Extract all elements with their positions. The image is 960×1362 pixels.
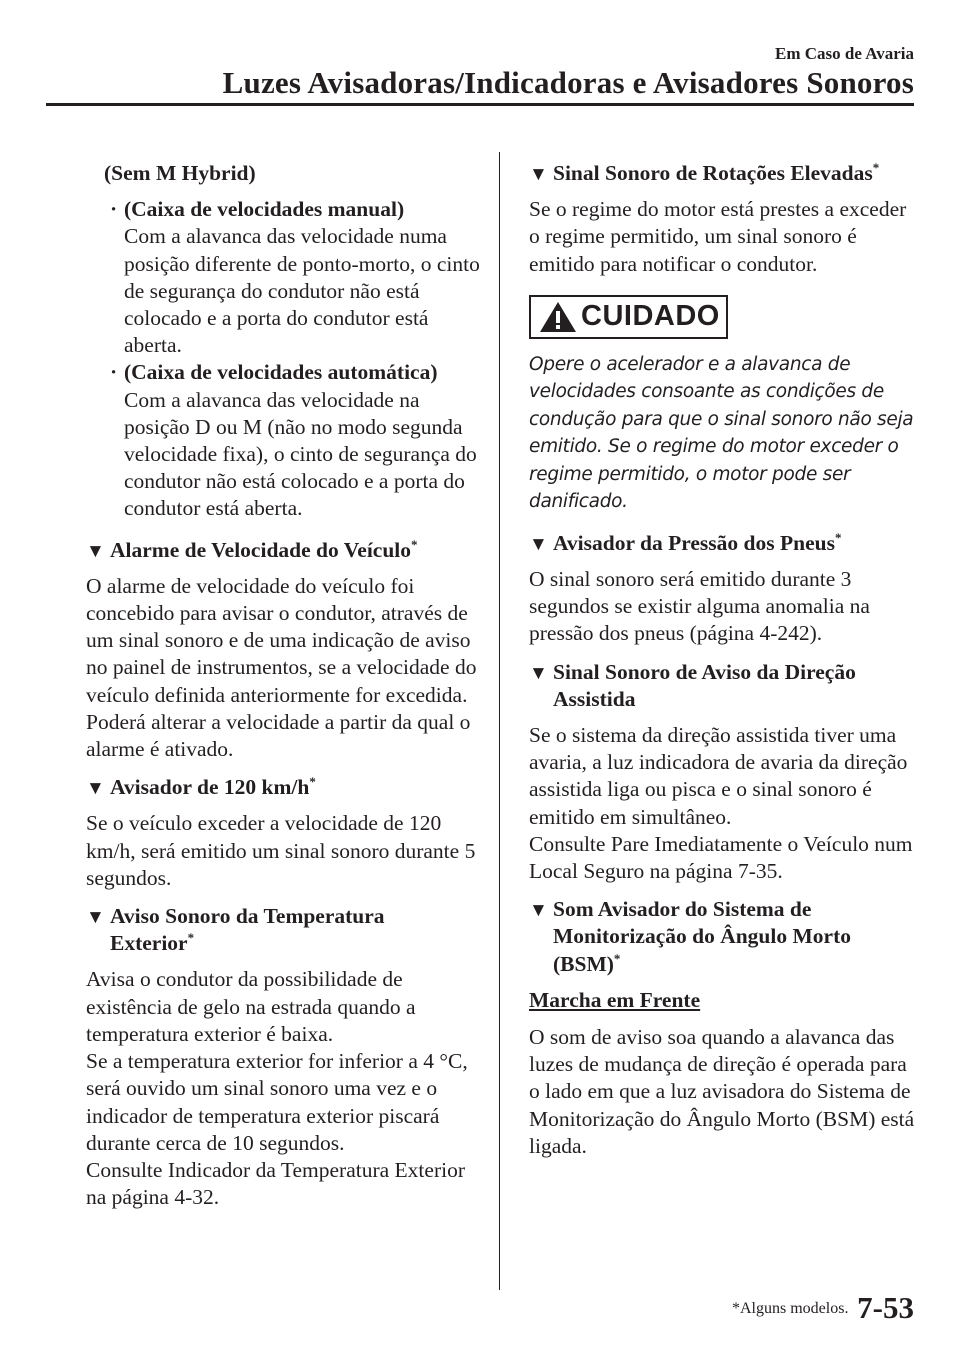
bullet-title: (Caixa de velocidades automática) xyxy=(124,360,438,385)
footnote: *Alguns modelos. xyxy=(732,1300,849,1317)
heading-text: Avisador da Pressão dos Pneus xyxy=(553,530,835,555)
heading-text: Sinal Sonoro de Aviso da Direção xyxy=(553,659,856,684)
section-triangle-icon: ▼ xyxy=(86,907,105,929)
heading-direcao-assistida xyxy=(529,659,919,713)
paragraph: Avisa o condutor da possibilidade de existência de gelo na estrada quando a temperatura exterior é baixa. xyxy=(86,967,416,1046)
asterisk-mark: * xyxy=(613,950,621,966)
bullet-text: Com a alavanca das velocidade numa posição diferente de ponto-morto, o cinto de segurança do condutor não está colocado e a porta do condutor está aberta. xyxy=(124,224,480,358)
paragraph: Se o sistema da direção assistida tiver uma avaria, a luz indicadora de avaria da direção assistida liga ou pisca e o sinal sonoro é emitido em simultâneo. xyxy=(529,723,908,829)
section-triangle-icon: ▼ xyxy=(529,900,548,922)
warning-triangle-icon xyxy=(539,301,577,333)
asterisk-mark: * xyxy=(872,159,880,175)
heading-avisador-120 xyxy=(86,774,482,801)
heading-rotacoes-elevadas xyxy=(529,160,919,187)
paragraph: O alarme de velocidade do veículo foi concebido para avisar o condutor, através de um sinal sonoro e de uma indicação de aviso no painel de instrumentos, se a velocidade do veículo definida anteriormente for excedida. xyxy=(86,573,477,707)
column-divider xyxy=(499,152,500,1290)
asterisk-mark: * xyxy=(187,930,195,946)
heading-text: Alarme de Velocidade do Veículo xyxy=(110,537,412,562)
heading-temperatura-exterior xyxy=(86,903,482,957)
paragraph: Consulte Pare Imediatamente o Veículo num Local Seguro na página 7-35. xyxy=(529,831,913,884)
paragraph: Se o regime do motor está prestes a exceder o regime permitido, um sinal sonoro é emitido para notificar o condutor. xyxy=(529,197,907,276)
heading-alarme-velocidade xyxy=(86,537,482,564)
sem-m-hybrid-heading: (Sem M Hybrid) xyxy=(104,161,256,185)
paragraph: Consulte Indicador da Temperatura Exterior na página 4-32. xyxy=(86,1157,465,1210)
asterisk-mark: * xyxy=(309,774,316,790)
paragraph: Poderá alterar a velocidade a partir da qual o alarme é ativado. xyxy=(86,709,471,762)
header-rule xyxy=(46,103,914,106)
section-triangle-icon: ▼ xyxy=(529,662,548,684)
asterisk-mark: * xyxy=(834,529,842,545)
asterisk-mark: * xyxy=(411,536,418,552)
page-header xyxy=(223,44,914,102)
heading-pressao-pneus xyxy=(529,530,919,557)
caution-text: Opere o acelerador e a alavanca de velocidades consoante as condições de condução para que o sinal sonoro não seja emitido. Se o regime do motor exceder o regime permitido, o motor pode ser danificado. xyxy=(529,353,914,513)
heading-text: Som Avisador do Sistema de xyxy=(553,897,812,922)
heading-text: Avisador de 120 km/h xyxy=(110,775,310,800)
section-triangle-icon: ▼ xyxy=(529,164,548,185)
right-column xyxy=(529,160,919,1171)
bullet-manual xyxy=(86,196,482,359)
bullet-automatic xyxy=(86,359,482,522)
paragraph: Se o veículo exceder a velocidade de 120 km/h, será emitido um sinal sonoro durante 5 segundos. xyxy=(86,811,476,890)
left-column xyxy=(86,160,482,1222)
heading-text: Exterior xyxy=(110,931,188,956)
bullet-title: (Caixa de velocidades manual) xyxy=(124,197,405,222)
section-triangle-icon: ▼ xyxy=(86,778,105,800)
bullet-dot-icon: · xyxy=(110,197,118,222)
heading-text: Aviso Sonoro da Temperatura xyxy=(110,904,385,929)
heading-text: Assistida xyxy=(553,686,636,711)
heading-text: Monitorização do Ângulo Morto xyxy=(553,924,851,949)
paragraph: Se a temperatura exterior for inferior a 4 °C, será ouvido um sinal sonoro uma vez e o indicador de temperatura exterior piscará durante cerca de 10 segundos. xyxy=(86,1049,468,1155)
bullet-dot-icon: · xyxy=(110,360,118,385)
chapter-title: Luzes Avisadoras/Indicadoras e Avisadores Sonoros xyxy=(222,65,914,100)
caution-label: CUIDADO xyxy=(581,300,720,333)
paragraph: O som de aviso soa quando a alavanca das luzes de mudança de direção é operada para o lado em que a luz avisadora do Sistema de Monitorização do Ângulo Morto (BSM) está ligada. xyxy=(529,1025,915,1158)
heading-bsm xyxy=(529,896,919,978)
heading-text: Sinal Sonoro de Rotações Elevadas xyxy=(553,161,873,185)
section-label: Em Caso de Avaria xyxy=(775,44,914,63)
paragraph: O sinal sonoro será emitido durante 3 segundos se existir alguma anomalia na pressão dos pneus (página 4-242). xyxy=(529,567,870,646)
heading-text: (BSM) xyxy=(553,951,614,976)
sub-heading-marcha-frente: Marcha em Frente xyxy=(529,987,701,1012)
page-number: 7-53 xyxy=(857,1290,914,1325)
bullet-text: Com a alavanca das velocidade na posição D ou M (não no modo segunda velocidade fixa), o cinto de segurança do condutor não está colocado e a porta do condutor está aberta. xyxy=(124,387,477,521)
section-triangle-icon: ▼ xyxy=(86,540,105,562)
caution-box xyxy=(529,295,728,339)
section-triangle-icon: ▼ xyxy=(529,533,548,555)
